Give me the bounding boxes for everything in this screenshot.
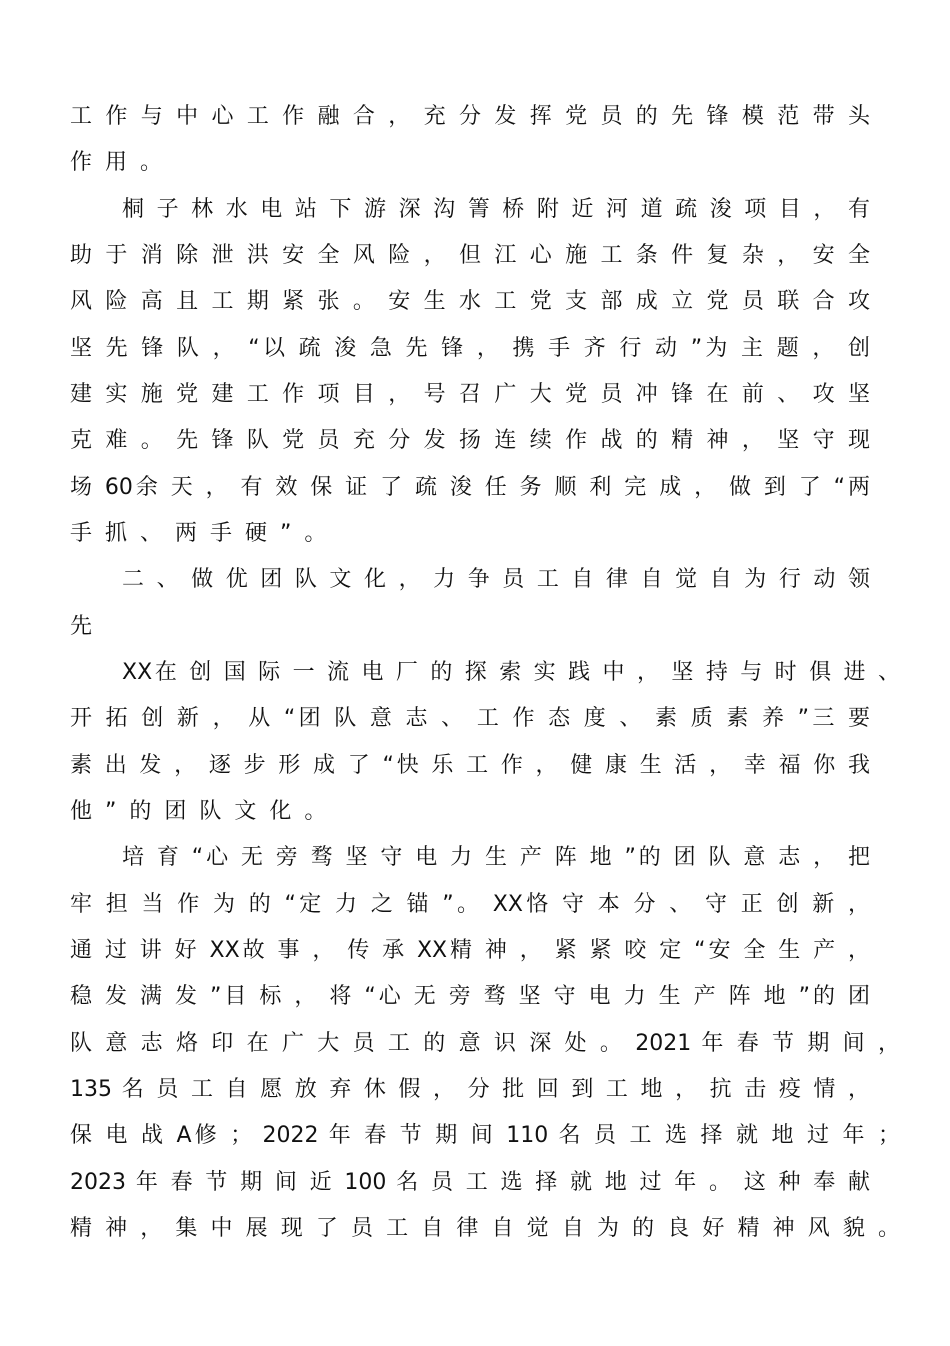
paragraph-start-line: 培 育 “心 无 旁 骛 坚 守 电 力 生 产 阵 地 ”的 团 队 意 志 ， 把 [122, 845, 870, 870]
text-line: 建 实 施 党 建 工 作 项 目 ， 号 召 广 大 党 员 冲 锋 在 前 、 攻 坚 [70, 382, 870, 407]
section-heading: 二 、 做 优 团 队 文 化 ， 力 争 员 工 自 律 自 觉 自 为 行 动 领 [122, 567, 870, 592]
text-line: 场 60余 天 ， 有 效 保 证 了 疏 浚 任 务 顺 利 完 成 ， 做 到 了 “两 [70, 475, 870, 500]
text-line: 通 过 讲 好 XX故 事 ， 传 承 XX精 神 ， 紧 紧 咬 定 “安 全 生 产 ， [70, 938, 870, 963]
text-line: 他”的团队文化。 [70, 799, 340, 824]
paragraph-start-line: XX在 创 国 际 一 流 电 厂 的 探 索 实 践 中 ， 坚 持 与 时 俱 进 、 [122, 660, 900, 685]
paragraph-start-line: 桐 子 林 水 电 站 下 游 深 沟 箐 桥 附 近 河 道 疏 浚 项 目 ， 有 [122, 197, 870, 222]
text-line: 队 意 志 烙 印 在 广 大 员 工 的 意 识 深 处 。 2021 年 春 节 期 间 ， [70, 1031, 900, 1056]
text-line: 手抓、两手硬”。 [70, 521, 340, 546]
text-line: 助 于 消 除 泄 洪 安 全 风 险 ， 但 江 心 施 工 条 件 复 杂 ， 安 全 [70, 243, 870, 268]
text-line: 风 险 高 且 工 期 紧 张 。 安 生 水 工 党 支 部 成 立 党 员 联 合 攻 [70, 289, 870, 314]
text-line: 素 出 发 ， 逐 步 形 成 了 “快 乐 工 作 ， 健 康 生 活 ， 幸 福 你 我 [70, 753, 870, 778]
text-line: 保 电 战 A修 ； 2022 年 春 节 期 间 110 名 员 工 选 择 就 地 过 年 ； [70, 1123, 900, 1148]
section-heading-continued: 先 [70, 614, 106, 639]
text-line: 精 神 ， 集 中 展 现 了 员 工 自 律 自 觉 自 为 的 良 好 精 神 风 貌 。 [70, 1216, 900, 1241]
text-line: 稳 发 满 发 ”目 标 ， 将 “心 无 旁 骛 坚 守 电 力 生 产 阵 地 ”的 团 [70, 984, 870, 1009]
text-line: 作用。 [70, 150, 176, 175]
text-line: 工 作 与 中 心 工 作 融 合 ， 充 分 发 挥 党 员 的 先 锋 模 范 带 头 [70, 104, 870, 129]
text-line: 坚 先 锋 队 ， “以 疏 浚 急 先 锋 ， 携 手 齐 行 动 ”为 主 题 ， 创 [70, 336, 870, 361]
text-line: 开 拓 创 新 ， 从 “团 队 意 志 、 工 作 态 度 、 素 质 素 养 ”三 要 [70, 706, 870, 731]
text-line: 牢 担 当 作 为 的 “定 力 之 锚 ”。 XX恪 守 本 分 、 守 正 创 新 ， [70, 892, 870, 917]
text-line: 135 名 员 工 自 愿 放 弃 休 假 ， 分 批 回 到 工 地 ， 抗 击 疫 情 ， [70, 1077, 870, 1102]
text-line: 2023 年 春 节 期 间 近 100 名 员 工 选 择 就 地 过 年 。 这 种 奉 献 [70, 1170, 870, 1195]
text-line: 克 难 。 先 锋 队 党 员 充 分 发 扬 连 续 作 战 的 精 神 ， 坚 守 现 [70, 428, 870, 453]
